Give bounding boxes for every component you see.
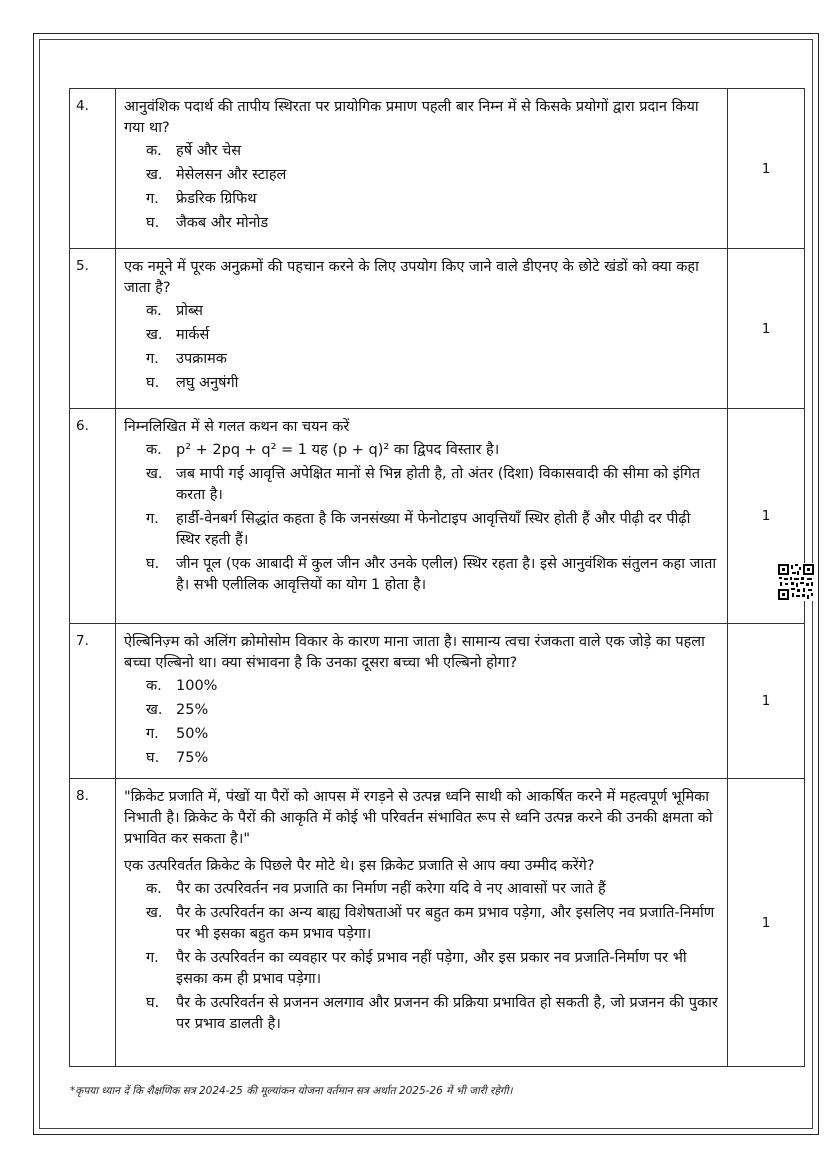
option: [146, 141, 719, 162]
option-label: ग.: [146, 191, 159, 207]
option: [146, 700, 719, 721]
option-label: घ.: [146, 750, 160, 766]
option: [146, 879, 719, 900]
option: [146, 748, 719, 769]
option-text: लघु अनुषंगी: [176, 375, 239, 391]
question-text: आनुवंशिक पदार्थ की तापीय स्थिरता पर प्रायोगिक प्रमाण पहली बार निम्न में से किसके प्रयोगों द्वारा प्रदान किया गया था?: [124, 99, 699, 136]
option: [146, 948, 719, 990]
question-text: ऐल्बिनिज़्म को अलिंग क्रोमोसोम विकार के कारण माना जाता है। सामान्य त्वचा रंजकता वाले एक जोड़े का पहला बच्चा एल्बिनो था। क्या संभावना है कि उनका दूसरा बच्चा भी एल्बिनो होगा?: [124, 634, 705, 671]
marks-cell: 1: [728, 779, 805, 1067]
option: [146, 165, 719, 186]
marks-cell: 1: [728, 409, 805, 624]
option-label: ख.: [146, 466, 163, 482]
option: [146, 349, 719, 370]
option: [146, 301, 719, 322]
option: [146, 676, 719, 697]
option-label: क.: [146, 442, 162, 458]
option-text: 100%: [176, 678, 218, 694]
question-number: 7.: [70, 624, 116, 779]
question-body: [116, 249, 728, 409]
option-label: घ.: [146, 556, 160, 572]
question-row: [70, 409, 805, 624]
option-label: घ.: [146, 215, 160, 231]
options-list: [124, 676, 719, 769]
option-text: उपक्रामक: [176, 351, 227, 367]
option-label: ग.: [146, 950, 159, 966]
options-list: [124, 301, 719, 394]
option: [146, 464, 719, 506]
qr-code-icon: [777, 563, 815, 601]
option-label: ग.: [146, 351, 159, 367]
option-text: हर्षे और चेस: [176, 143, 242, 159]
marks-cell: 1: [728, 249, 805, 409]
option: [146, 373, 719, 394]
marks-cell: 1: [728, 89, 805, 249]
option-text: जब मापी गई आवृत्ति अपेक्षित मानों से भिन्न होती है, तो अंतर (दिशा) विकासवादी की सीमा को इंगित करता है।: [176, 466, 701, 503]
option-label: क.: [146, 303, 162, 319]
option-text: जीन पूल (एक आबादी में कुल जीन और उनके एलील) स्थिर रहता है। इसे आनुवंशिक संतुलन कहा जाता है। सभी एलीलिक आवृत्तियों का योग 1 होता है।: [176, 556, 717, 593]
option-text: हार्डी-वेनबर्ग सिद्धांत कहता है कि जनसंख्या में फेनोटाइप आवृत्तियाँ स्थिर होती हैं और पीढ़ी दर पीढ़ी स्थिर रहती हैं।: [176, 511, 691, 548]
option-text: मार्कर्स: [176, 327, 210, 343]
option: [146, 509, 719, 551]
question-text: निम्नलिखित में से गलत कथन का चयन करें: [124, 419, 350, 435]
question-number: 6.: [70, 409, 116, 624]
option: [146, 213, 719, 234]
option-text: फ्रेडरिक ग्रिफिथ: [176, 191, 257, 207]
option: [146, 325, 719, 346]
option-label: क.: [146, 143, 162, 159]
question-number: 4.: [70, 89, 116, 249]
options-list: [124, 879, 719, 1035]
option-text: 25%: [176, 702, 209, 718]
option-label: क.: [146, 881, 162, 897]
footnote: *कृपया ध्यान दें कि शैक्षणिक सत्र 2024-25 की मूल्यांकन योजना वर्तमान सत्र अर्थात 2025-26 में भी जारी रहेगी।: [70, 1085, 513, 1097]
option-label: ग.: [146, 726, 159, 742]
option-text: जैकब और मोनोड: [176, 215, 269, 231]
option-label: घ.: [146, 375, 160, 391]
option-label: घ.: [146, 995, 160, 1011]
marks-cell: 1: [728, 624, 805, 779]
option-text: p² + 2pq + q² = 1 यह (p + q)² का द्विपद विस्तार है।: [176, 442, 500, 458]
options-list: [124, 141, 719, 234]
option-text: पैर के उत्परिवर्तन से प्रजनन अलगाव और प्रजनन की प्रक्रिया प्रभावित हो सकती है, जो प्रजनन की पुकार पर प्रभाव डालती है।: [176, 995, 718, 1032]
question-body: [116, 624, 728, 779]
option-text: प्रोब्स: [176, 303, 203, 319]
question-number: 8.: [70, 779, 116, 1067]
option: [146, 993, 719, 1035]
option-label: ख.: [146, 905, 163, 921]
option-text: 50%: [176, 726, 209, 742]
option: [146, 903, 719, 945]
question-body: [116, 779, 728, 1067]
options-list: [124, 440, 719, 596]
option-text: पैर का उत्परिवर्तन नव प्रजाति का निर्माण नहीं करेगा यदि वे नए आवासों पर जाते हैं: [176, 881, 606, 897]
question-text: एक नमूने में पूरक अनुक्रमों की पहचान करने के लिए उपयोग किए जाने वाले डीएनए के छोटे खंडों को क्या कहा जाता है?: [124, 259, 699, 296]
question-number: 5.: [70, 249, 116, 409]
option: [146, 440, 719, 461]
question-body: [116, 89, 728, 249]
option: [146, 554, 719, 596]
option-text: पैर के उत्परिवर्तन का अन्य बाह्य विशेषताओं पर बहुत कम प्रभाव पड़ेगा, और इसलिए नव प्रजाति-निर्माण पर भी इसका बहुत कम प्रभाव पड़ेगा।: [176, 905, 715, 942]
option-text: 75%: [176, 750, 209, 766]
option-label: ख.: [146, 167, 163, 183]
question-subtext: एक उत्परिवर्तत क्रिकेट के पिछले पैर मोटे थे। इस क्रिकेट प्रजाति से आप क्या उम्मीद करेंगे?: [124, 858, 595, 874]
option-label: ख.: [146, 702, 163, 718]
option-text: मेसेलसन और स्टाहल: [176, 167, 287, 183]
question-row: [70, 624, 805, 779]
option: [146, 724, 719, 745]
question-table: [69, 88, 805, 1067]
option-label: क.: [146, 678, 162, 694]
question-text: "क्रिकेट प्रजाति में, पंखों या पैरों को आपस में रगड़ने से उत्पन्न ध्वनि साथी को आकर्षित करने में महत्वपूर्ण भूमिका निभाती है। क्रिकेट के पैरों की आकृति में कोई भी परिवर्तन संभावित रूप से ध्वनि उत्पन्न करने की उनकी क्षमता को प्रभावित कर सकता है।": [124, 789, 713, 847]
question-body: [116, 409, 728, 624]
question-row: [70, 779, 805, 1067]
option-label: ग.: [146, 511, 159, 527]
option-text: पैर के उत्परिवर्तन का व्यवहार पर कोई प्रभाव नहीं पड़ेगा, और इस प्रकार नव प्रजाति-निर्माण पर भी इसका कम ही प्रभाव पड़ेगा।: [176, 950, 687, 987]
question-row: [70, 249, 805, 409]
option-label: ख.: [146, 327, 163, 343]
question-row: [70, 89, 805, 249]
option: [146, 189, 719, 210]
